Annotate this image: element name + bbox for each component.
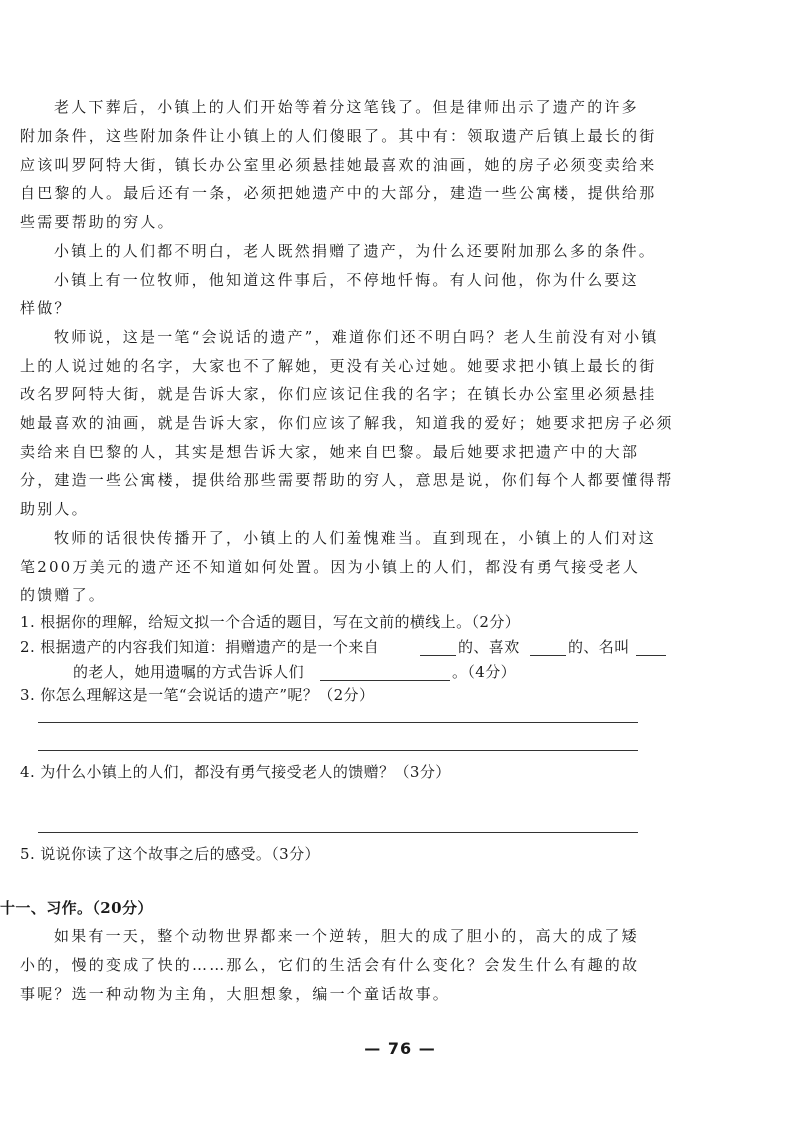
answer-blank-origin[interactable] [420,655,456,656]
paragraph-2-line-1: 小镇上的人们都不明白，老人既然捐赠了遗产，为什么还要附加那么多的条件。 [54,242,657,260]
answer-line-q3-2[interactable] [38,750,638,751]
question-3: 3. 你怎么理解这是一笔“会说话的遗产”呢？（2分） [20,686,375,704]
paragraph-1-line-4: 自巴黎的人。最后还有一条，必须把她遗产中的大部分，建造一些公寓楼，提供给那 [20,184,657,202]
paragraph-4-line-7: 助别人。 [20,500,89,518]
paragraph-5-line-1: 牧师的话很快传播开了，小镇上的人们羞愧难当。直到现在，小镇上的人们对这 [54,529,657,547]
answer-line-q4[interactable] [38,832,638,833]
paragraph-4-line-2: 上的人说过她的名字，大家也不了解她，更没有关心过她。她要求把小镇上最长的街 [20,357,657,375]
question-1: 1. 根据你的理解，给短文拟一个合适的题目，写在文前的横线上。（2分） [20,613,521,631]
answer-blank-name[interactable] [636,655,666,656]
section-11-line-3: 事呢？选一种动物为主角，大胆想象，编一个童话故事。 [20,985,451,1003]
answer-blank-favorite[interactable] [530,655,566,656]
paragraph-4-line-4: 她最喜欢的油画，就是告诉大家，你们应该了解我，知道我的爱好；她要求把房子必须 [20,414,674,432]
paragraph-5-line-2: 笔200万美元的遗产还不知道如何处置。因为小镇上的人们，都没有勇气接受老人 [20,558,641,576]
paragraph-4-line-1: 牧师说，这是一笔“会说话的遗产”，难道你们还不明白吗？老人生前没有对小镇 [54,328,659,346]
section-11-line-1: 如果有一天，整个动物世界都来一个逆转，胆大的成了胆小的，高大的成了矮 [54,927,639,945]
paragraph-1-line-5: 些需要帮助的穷人。 [20,213,175,231]
question-4: 4. 为什么小镇上的人们，都没有勇气接受老人的馈赠？（3分） [20,763,451,781]
paragraph-1-line-2: 附加条件，这些附加条件让小镇上的人们傻眼了。其中有：领取遗产后镇上最长的街 [20,127,657,145]
paragraph-4-line-6: 分，建造一些公寓楼，提供给那些需要帮助的穷人，意思是说，你们每个人都要懂得帮 [20,471,674,489]
paragraph-4-line-5: 卖给来自巴黎的人，其实是想告诉大家，她来自巴黎。最后她要求把遗产中的大部 [20,443,640,461]
answer-line-q3-1[interactable] [38,722,638,723]
question-2-part-d: 的老人，她用遗嘱的方式告诉人们 [73,663,305,681]
page-number: — 76 — [364,1039,436,1058]
question-2-part-b: 的、喜欢 [458,638,520,656]
question-5: 5. 说说你读了这个故事之后的感受。（3分） [20,845,320,863]
paragraph-5-line-3: 的馈赠了。 [20,586,107,604]
answer-blank-message[interactable] [320,680,450,681]
paragraph-1-line-3: 应该叫罗阿特大街，镇长办公室里必须悬挂她最喜欢的油画，她的房子必须变卖给来 [20,156,657,174]
paragraph-3-line-1: 小镇上有一位牧师，他知道这件事后，不停地忏悔。有人问他，你为什么要这 [54,271,639,289]
paragraph-4-line-3: 改名罗阿特大街，就是告诉大家，你们应该记住我的名字；在镇长办公室里必须悬挂 [20,385,657,403]
paragraph-3-line-2: 样做？ [20,299,72,317]
question-2-part-c: 的、名叫 [568,638,630,656]
section-11-line-2: 小的，慢的变成了快的……那么，它们的生活会有什么变化？会发生什么有趣的故 [20,956,640,974]
question-2-part-e: 。（4分） [452,663,517,681]
question-2-part-a: 2. 根据遗产的内容我们知道：捐赠遗产的是一个来自 [20,638,380,656]
section-11-title: 十一、习作。（20分） [0,899,153,917]
paragraph-1-line-1: 老人下葬后，小镇上的人们开始等着分这笔钱了。但是律师出示了遗产的许多 [54,98,639,116]
